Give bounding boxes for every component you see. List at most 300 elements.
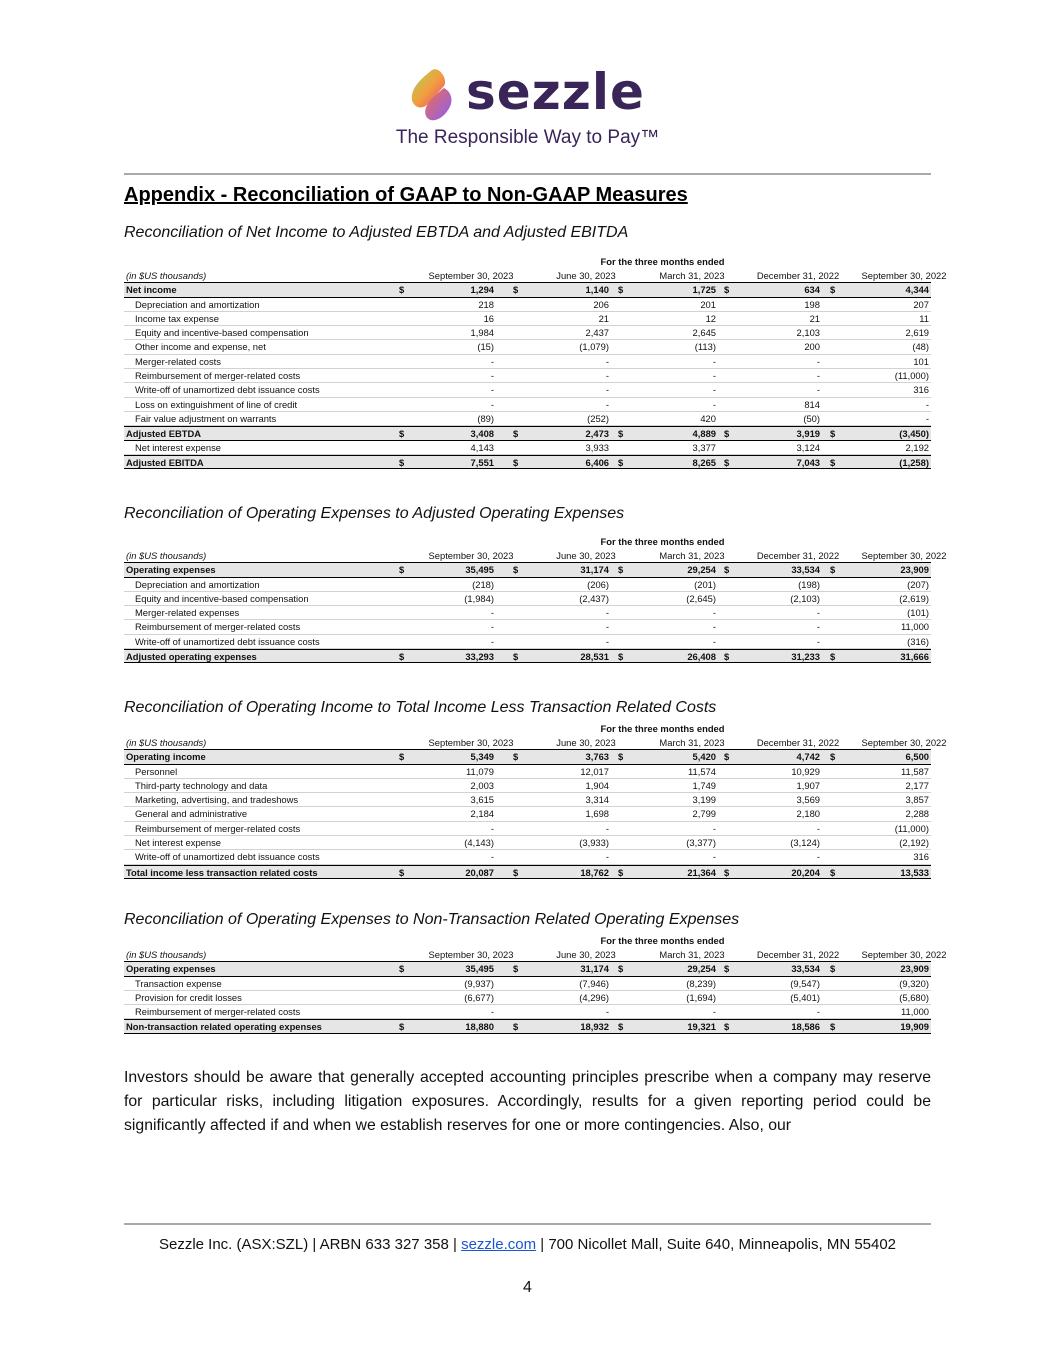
dollar-sign: $ — [399, 284, 405, 296]
reconciliation-table — [124, 934, 947, 1034]
tagline: The Responsible Way to Pay™ — [395, 127, 660, 148]
table-cell: - — [816, 635, 820, 647]
table-cell: 31,174 — [580, 564, 609, 576]
table-row — [124, 326, 931, 340]
table-cell: 11,574 — [688, 765, 716, 777]
dollar-sign: $ — [399, 1021, 405, 1033]
column-caption: For the three months ended — [600, 536, 725, 547]
table-cell: 201 — [700, 298, 716, 310]
table-cell: - — [605, 384, 609, 396]
dollar-sign: $ — [513, 1021, 519, 1033]
dollar-sign: $ — [513, 866, 519, 878]
table-cell: - — [490, 1006, 494, 1018]
table-row — [124, 369, 931, 383]
dollar-sign: $ — [724, 1021, 730, 1033]
dollar-sign: $ — [399, 564, 405, 576]
reconciliation-table — [124, 255, 947, 469]
row-label: Equity and incentive-based compensation — [135, 592, 309, 604]
dollar-sign: $ — [830, 963, 836, 975]
unit-label: (in $US thousands) — [126, 949, 207, 960]
table-cell: 31,666 — [900, 651, 929, 663]
dollar-sign: $ — [513, 284, 519, 296]
table-cell: (50) — [803, 412, 820, 424]
row-label: Provision for credit losses — [135, 991, 242, 1003]
table-cell: (3,933) — [579, 837, 609, 849]
table-cell: - — [712, 851, 716, 863]
column-caption: For the three months ended — [600, 256, 725, 267]
table-cell: 18,932 — [580, 1021, 609, 1033]
table-cell: 316 — [913, 384, 929, 396]
table-cell: 634 — [804, 284, 820, 296]
row-label: Loss on extinguishment of line of credit — [135, 398, 298, 410]
table-cell: 3,124 — [796, 441, 820, 453]
total-row — [124, 865, 931, 879]
row-label: Adjusted operating expenses — [126, 651, 257, 663]
row-label: Depreciation and amortization — [135, 298, 260, 310]
table-row — [124, 578, 931, 592]
table-cell: - — [712, 398, 716, 410]
table-cell: 3,933 — [585, 441, 609, 453]
table-cell: (3,450) — [899, 428, 929, 440]
table-header-row — [124, 948, 947, 962]
table-cell: 4,742 — [796, 751, 820, 763]
table-cell: 2,192 — [905, 441, 929, 453]
table-cell: 198 — [804, 298, 820, 310]
table-cell: - — [925, 412, 929, 424]
column-header: December 31, 2022 — [756, 550, 840, 561]
dollar-sign: $ — [513, 963, 519, 975]
table-cell: (1,984) — [464, 592, 494, 604]
column-header: September 30, 2023 — [428, 737, 514, 748]
table-cell: - — [605, 355, 609, 367]
table-cell: 26,408 — [687, 651, 716, 663]
table-cell: 23,909 — [900, 963, 929, 975]
table-cell: 4,344 — [905, 284, 929, 296]
table-row — [124, 765, 931, 779]
table-cell: 12 — [705, 312, 716, 324]
table-cell: 206 — [593, 298, 609, 310]
row-label: Total income less transaction related costs — [126, 866, 318, 878]
table-cell: - — [712, 635, 716, 647]
row-label: Write-off of unamortized debt issuance costs — [135, 635, 320, 647]
table-cell: - — [605, 607, 609, 619]
row-label: Adjusted EBTDA — [126, 428, 201, 440]
table-row — [124, 398, 931, 412]
table-cell: - — [490, 398, 494, 410]
table-cell: 3,377 — [692, 441, 716, 453]
dollar-sign: $ — [724, 284, 730, 296]
table-cell: 2,288 — [905, 808, 929, 820]
table-cell: 207 — [913, 298, 929, 310]
dollar-sign: $ — [618, 751, 624, 763]
table-cell: 2,180 — [796, 808, 820, 820]
table-cell: 18,762 — [580, 866, 609, 878]
table-cell: - — [490, 635, 494, 647]
dollar-sign: $ — [618, 651, 624, 663]
table-row — [124, 412, 931, 426]
table-cell: (101) — [907, 607, 929, 619]
table-cell: - — [490, 370, 494, 382]
dollar-sign: $ — [399, 428, 405, 440]
table-row — [124, 635, 931, 649]
sezzle-logo — [404, 62, 644, 122]
footer-divider — [124, 1223, 931, 1225]
dollar-sign: $ — [618, 284, 624, 296]
table-cell: 21,364 — [687, 866, 716, 878]
table-cell: (2,103) — [790, 592, 820, 604]
dollar-sign: $ — [618, 456, 624, 468]
table-cell: (1,079) — [579, 341, 609, 353]
table-cell: (48) — [912, 341, 929, 353]
row-label: Operating income — [126, 751, 206, 763]
table-cell: 18,880 — [465, 1021, 494, 1033]
table-row — [124, 383, 931, 397]
table-cell: - — [490, 607, 494, 619]
dollar-sign: $ — [830, 651, 836, 663]
table-cell: (9,320) — [899, 977, 929, 989]
table-cell: 33,534 — [791, 963, 820, 975]
table-cell: (206) — [587, 578, 609, 590]
table-cell: - — [816, 851, 820, 863]
total-row — [124, 962, 931, 976]
table-row — [124, 793, 931, 807]
table-cell: (2,437) — [579, 592, 609, 604]
table-cell: 3,408 — [470, 428, 494, 440]
table-row — [124, 779, 931, 793]
table-cell: - — [490, 384, 494, 396]
table-cell: 2,103 — [796, 327, 820, 339]
table-cell: - — [605, 370, 609, 382]
table-cell: - — [712, 822, 716, 834]
table-cell: 3,857 — [905, 794, 929, 806]
table-cell: (1,694) — [686, 991, 716, 1003]
dollar-sign: $ — [724, 564, 730, 576]
table-cell: 8,265 — [692, 456, 716, 468]
table-cell: (316) — [907, 635, 929, 647]
column-header: March 31, 2023 — [659, 737, 725, 748]
reconciliation-table — [124, 722, 947, 879]
table-cell: 11,079 — [466, 765, 494, 777]
total-row — [124, 283, 931, 297]
table-cell: - — [816, 621, 820, 633]
table-cell: 2,437 — [585, 327, 609, 339]
table-cell: (5,680) — [899, 991, 929, 1003]
table-cell: 3,314 — [585, 794, 609, 806]
table-cell: 7,043 — [796, 456, 820, 468]
table-cell: 20,087 — [465, 866, 494, 878]
sezzle-logo-icon — [404, 66, 460, 124]
row-label: Transaction expense — [135, 977, 222, 989]
table-cell: (11,000) — [894, 370, 929, 382]
row-label: Other income and expense, net — [135, 341, 266, 353]
table-cell: 19,909 — [900, 1021, 929, 1033]
row-label: Net interest expense — [135, 441, 221, 453]
table-cell: (1,258) — [899, 456, 929, 468]
column-header: December 31, 2022 — [756, 270, 840, 281]
reconciliation-table — [124, 535, 947, 663]
table-cell: 2,003 — [470, 779, 494, 791]
table-header-row — [124, 269, 947, 283]
table-row — [124, 977, 931, 991]
table-cell: (252) — [587, 412, 609, 424]
table-row — [124, 991, 931, 1005]
row-label: Personnel — [135, 765, 178, 777]
table-cell: (6,677) — [464, 991, 494, 1003]
footer-suffix: | 700 Nicollet Mall, Suite 640, Minneapolis, MN 55402 — [536, 1236, 897, 1253]
table-cell: 23,909 — [900, 564, 929, 576]
row-label: Write-off of unamortized debt issuance costs — [135, 384, 320, 396]
table-cell: (198) — [798, 578, 820, 590]
dollar-sign: $ — [399, 456, 405, 468]
table-cell: 20,204 — [791, 866, 820, 878]
table-row — [124, 807, 931, 821]
table-cell: (9,937) — [464, 977, 494, 989]
column-header: September 30, 2022 — [861, 550, 947, 561]
table-cell: - — [712, 355, 716, 367]
table-cell: 316 — [913, 851, 929, 863]
table-cell: 10,929 — [791, 765, 820, 777]
total-row — [124, 750, 931, 764]
table-cell: 218 — [478, 298, 494, 310]
column-header: June 30, 2023 — [556, 949, 616, 960]
table-cell: (9,547) — [790, 977, 820, 989]
table-cell: - — [605, 398, 609, 410]
table-cell: 1,698 — [585, 808, 609, 820]
dollar-sign: $ — [830, 456, 836, 468]
dollar-sign: $ — [513, 456, 519, 468]
total-row — [124, 426, 931, 440]
table-row — [124, 822, 931, 836]
row-label: Operating expenses — [126, 564, 216, 576]
table-cell: 35,495 — [465, 963, 494, 975]
row-label: General and administrative — [135, 808, 248, 820]
table-cell: 16 — [483, 312, 494, 324]
table-cell: 33,293 — [465, 651, 494, 663]
table-cell: 2,619 — [905, 327, 929, 339]
table-cell: - — [490, 851, 494, 863]
column-header: December 31, 2022 — [756, 737, 840, 748]
table-cell: (113) — [694, 341, 716, 353]
table-cell: - — [816, 822, 820, 834]
row-label: Equity and incentive-based compensation — [135, 327, 309, 339]
logo-wordmark: sezzle — [466, 63, 645, 121]
column-header: June 30, 2023 — [556, 270, 616, 281]
table-cell: 21 — [809, 312, 820, 324]
dollar-sign: $ — [399, 651, 405, 663]
column-header: September 30, 2023 — [428, 550, 514, 561]
section-title-2: Reconciliation of Operating Expenses to Adjusted Operating Expenses — [124, 505, 625, 522]
column-header: December 31, 2022 — [756, 949, 840, 960]
dollar-sign: $ — [724, 651, 730, 663]
table-cell: - — [712, 621, 716, 633]
document-header — [0, 62, 1055, 154]
dollar-sign: $ — [724, 866, 730, 878]
table-cell: 2,473 — [585, 428, 609, 440]
table-cell: 1,294 — [470, 284, 494, 296]
column-header: March 31, 2023 — [659, 270, 725, 281]
dollar-sign: $ — [513, 428, 519, 440]
row-label: Reimbursement of merger-related costs — [135, 370, 301, 382]
column-header: June 30, 2023 — [556, 737, 616, 748]
row-label: Income tax expense — [135, 312, 219, 324]
table-cell: - — [712, 1006, 716, 1018]
row-label: Merger-related costs — [135, 355, 221, 367]
dollar-sign: $ — [513, 751, 519, 763]
table-cell: 6,406 — [585, 456, 609, 468]
header-divider — [124, 173, 931, 175]
table-cell: - — [605, 621, 609, 633]
dollar-sign: $ — [618, 963, 624, 975]
page-title: Appendix - Reconciliation of GAAP to Non-GAAP Measures — [124, 184, 688, 206]
dollar-sign: $ — [399, 751, 405, 763]
table-cell: 29,254 — [687, 963, 716, 975]
column-header: June 30, 2023 — [556, 550, 616, 561]
table-cell: 200 — [804, 341, 820, 353]
table-cell: 1,984 — [470, 327, 494, 339]
column-header: September 30, 2022 — [861, 737, 947, 748]
table-cell: (201) — [694, 578, 716, 590]
row-label: Write-off of unamortized debt issuance costs — [135, 851, 320, 863]
table-cell: 28,531 — [580, 651, 609, 663]
page-number: 4 — [523, 1279, 532, 1296]
table-cell: 420 — [700, 412, 716, 424]
table-cell: - — [712, 607, 716, 619]
column-caption: For the three months ended — [600, 723, 725, 734]
table-cell: (3,124) — [790, 837, 820, 849]
row-label: Net income — [126, 284, 177, 296]
table-cell: - — [490, 822, 494, 834]
table-cell: 2,645 — [692, 327, 716, 339]
table-cell: - — [605, 635, 609, 647]
table-header-row — [124, 736, 947, 750]
table-cell: 19,321 — [687, 1021, 716, 1033]
total-row — [124, 649, 931, 663]
table-row — [124, 850, 931, 864]
column-header: March 31, 2023 — [659, 550, 725, 561]
table-cell: 4,143 — [470, 441, 494, 453]
table-cell: 1,904 — [585, 779, 609, 791]
table-cell: (8,239) — [686, 977, 716, 989]
row-label: Third-party technology and data — [135, 779, 268, 791]
dollar-sign: $ — [830, 284, 836, 296]
row-label: Reimbursement of merger-related costs — [135, 1006, 301, 1018]
row-label: Depreciation and amortization — [135, 578, 260, 590]
table-cell: 814 — [804, 398, 820, 410]
table-row — [124, 606, 931, 620]
row-label: Marketing, advertising, and tradeshows — [135, 794, 299, 806]
footer-prefix: Sezzle Inc. (ASX:SZL) | ARBN 633 327 358 | — [158, 1236, 462, 1253]
table-row — [124, 298, 931, 312]
column-caption: For the three months ended — [600, 935, 725, 946]
table-cell: - — [925, 398, 929, 410]
table-cell: 6,500 — [905, 751, 929, 763]
table-cell: - — [605, 1006, 609, 1018]
table-cell: 4,889 — [692, 428, 716, 440]
row-label: Adjusted EBITDA — [126, 456, 204, 468]
body-paragraph: Investors should be aware that generally accepted accounting principles prescribe when a company may reserve for particular risks, including litigation exposures. Accordingly, results for a given reporting period could be significantly affected if and when we establish reserves for one or more contingencies. Also, our — [124, 1069, 931, 1134]
table-cell: 2,184 — [470, 808, 494, 820]
row-label: Reimbursement of merger-related costs — [135, 621, 301, 633]
total-row — [124, 1019, 931, 1033]
table-cell: 1,749 — [692, 779, 716, 791]
dollar-sign: $ — [830, 751, 836, 763]
table-cell: 31,233 — [791, 651, 820, 663]
table-cell: 3,199 — [692, 794, 716, 806]
table-cell: 3,919 — [796, 428, 820, 440]
dollar-sign: $ — [724, 456, 730, 468]
column-header: September 30, 2022 — [861, 949, 947, 960]
table-cell: (207) — [907, 578, 929, 590]
table-row — [124, 620, 931, 634]
table-row — [124, 1005, 931, 1019]
dollar-sign: $ — [830, 428, 836, 440]
dollar-sign: $ — [618, 564, 624, 576]
table-row — [124, 592, 931, 606]
table-cell: - — [816, 370, 820, 382]
dollar-sign: $ — [724, 428, 730, 440]
table-cell: (89) — [477, 412, 494, 424]
section-title-1: Reconciliation of Net Income to Adjusted EBTDA and Adjusted EBITDA — [124, 224, 629, 241]
column-header: March 31, 2023 — [659, 949, 725, 960]
table-cell: (2,645) — [686, 592, 716, 604]
table-cell: 18,586 — [791, 1021, 820, 1033]
table-cell: - — [816, 384, 820, 396]
table-cell: 11,000 — [901, 621, 929, 633]
table-cell: 2,799 — [692, 808, 716, 820]
table-cell: - — [490, 621, 494, 633]
table-cell: (218) — [472, 578, 494, 590]
row-label: Non-transaction related operating expenses — [126, 1021, 322, 1033]
dollar-sign: $ — [513, 564, 519, 576]
table-cell: - — [712, 370, 716, 382]
table-cell: 1,907 — [796, 779, 820, 791]
row-label: Merger-related expenses — [135, 607, 240, 619]
table-row — [124, 355, 931, 369]
section-title-3: Reconciliation of Operating Income to Total Income Less Transaction Related Costs — [124, 699, 717, 716]
dollar-sign: $ — [618, 1021, 624, 1033]
column-header: September 30, 2023 — [428, 270, 514, 281]
column-header: September 30, 2023 — [428, 949, 514, 960]
section-title-4: Reconciliation of Operating Expenses to Non-Transaction Related Operating Expenses — [124, 911, 740, 928]
table-cell: (7,946) — [579, 977, 609, 989]
table-row — [124, 441, 931, 455]
table-cell: 11 — [919, 312, 929, 324]
table-cell: - — [490, 355, 494, 367]
table-cell: - — [605, 822, 609, 834]
footer — [0, 1236, 1055, 1253]
table-row — [124, 340, 931, 354]
dollar-sign: $ — [724, 963, 730, 975]
table-cell: - — [816, 1006, 820, 1018]
table-cell: 3,615 — [470, 794, 494, 806]
row-label: Net interest expense — [135, 837, 221, 849]
dollar-sign: $ — [399, 866, 405, 878]
table-cell: (5,401) — [790, 991, 820, 1003]
dollar-sign: $ — [724, 751, 730, 763]
table-cell: 7,551 — [470, 456, 494, 468]
table-cell: 21 — [598, 312, 609, 324]
table-cell: (4,296) — [579, 991, 609, 1003]
table-cell: - — [712, 384, 716, 396]
table-cell: 5,420 — [692, 751, 716, 763]
total-row — [124, 455, 931, 469]
table-cell: 3,763 — [585, 751, 609, 763]
footer-link[interactable]: sezzle.com — [461, 1236, 537, 1253]
table-cell: 101 — [913, 355, 929, 367]
table-cell: - — [816, 607, 820, 619]
dollar-sign: $ — [399, 963, 405, 975]
table-cell: 11,587 — [901, 765, 929, 777]
